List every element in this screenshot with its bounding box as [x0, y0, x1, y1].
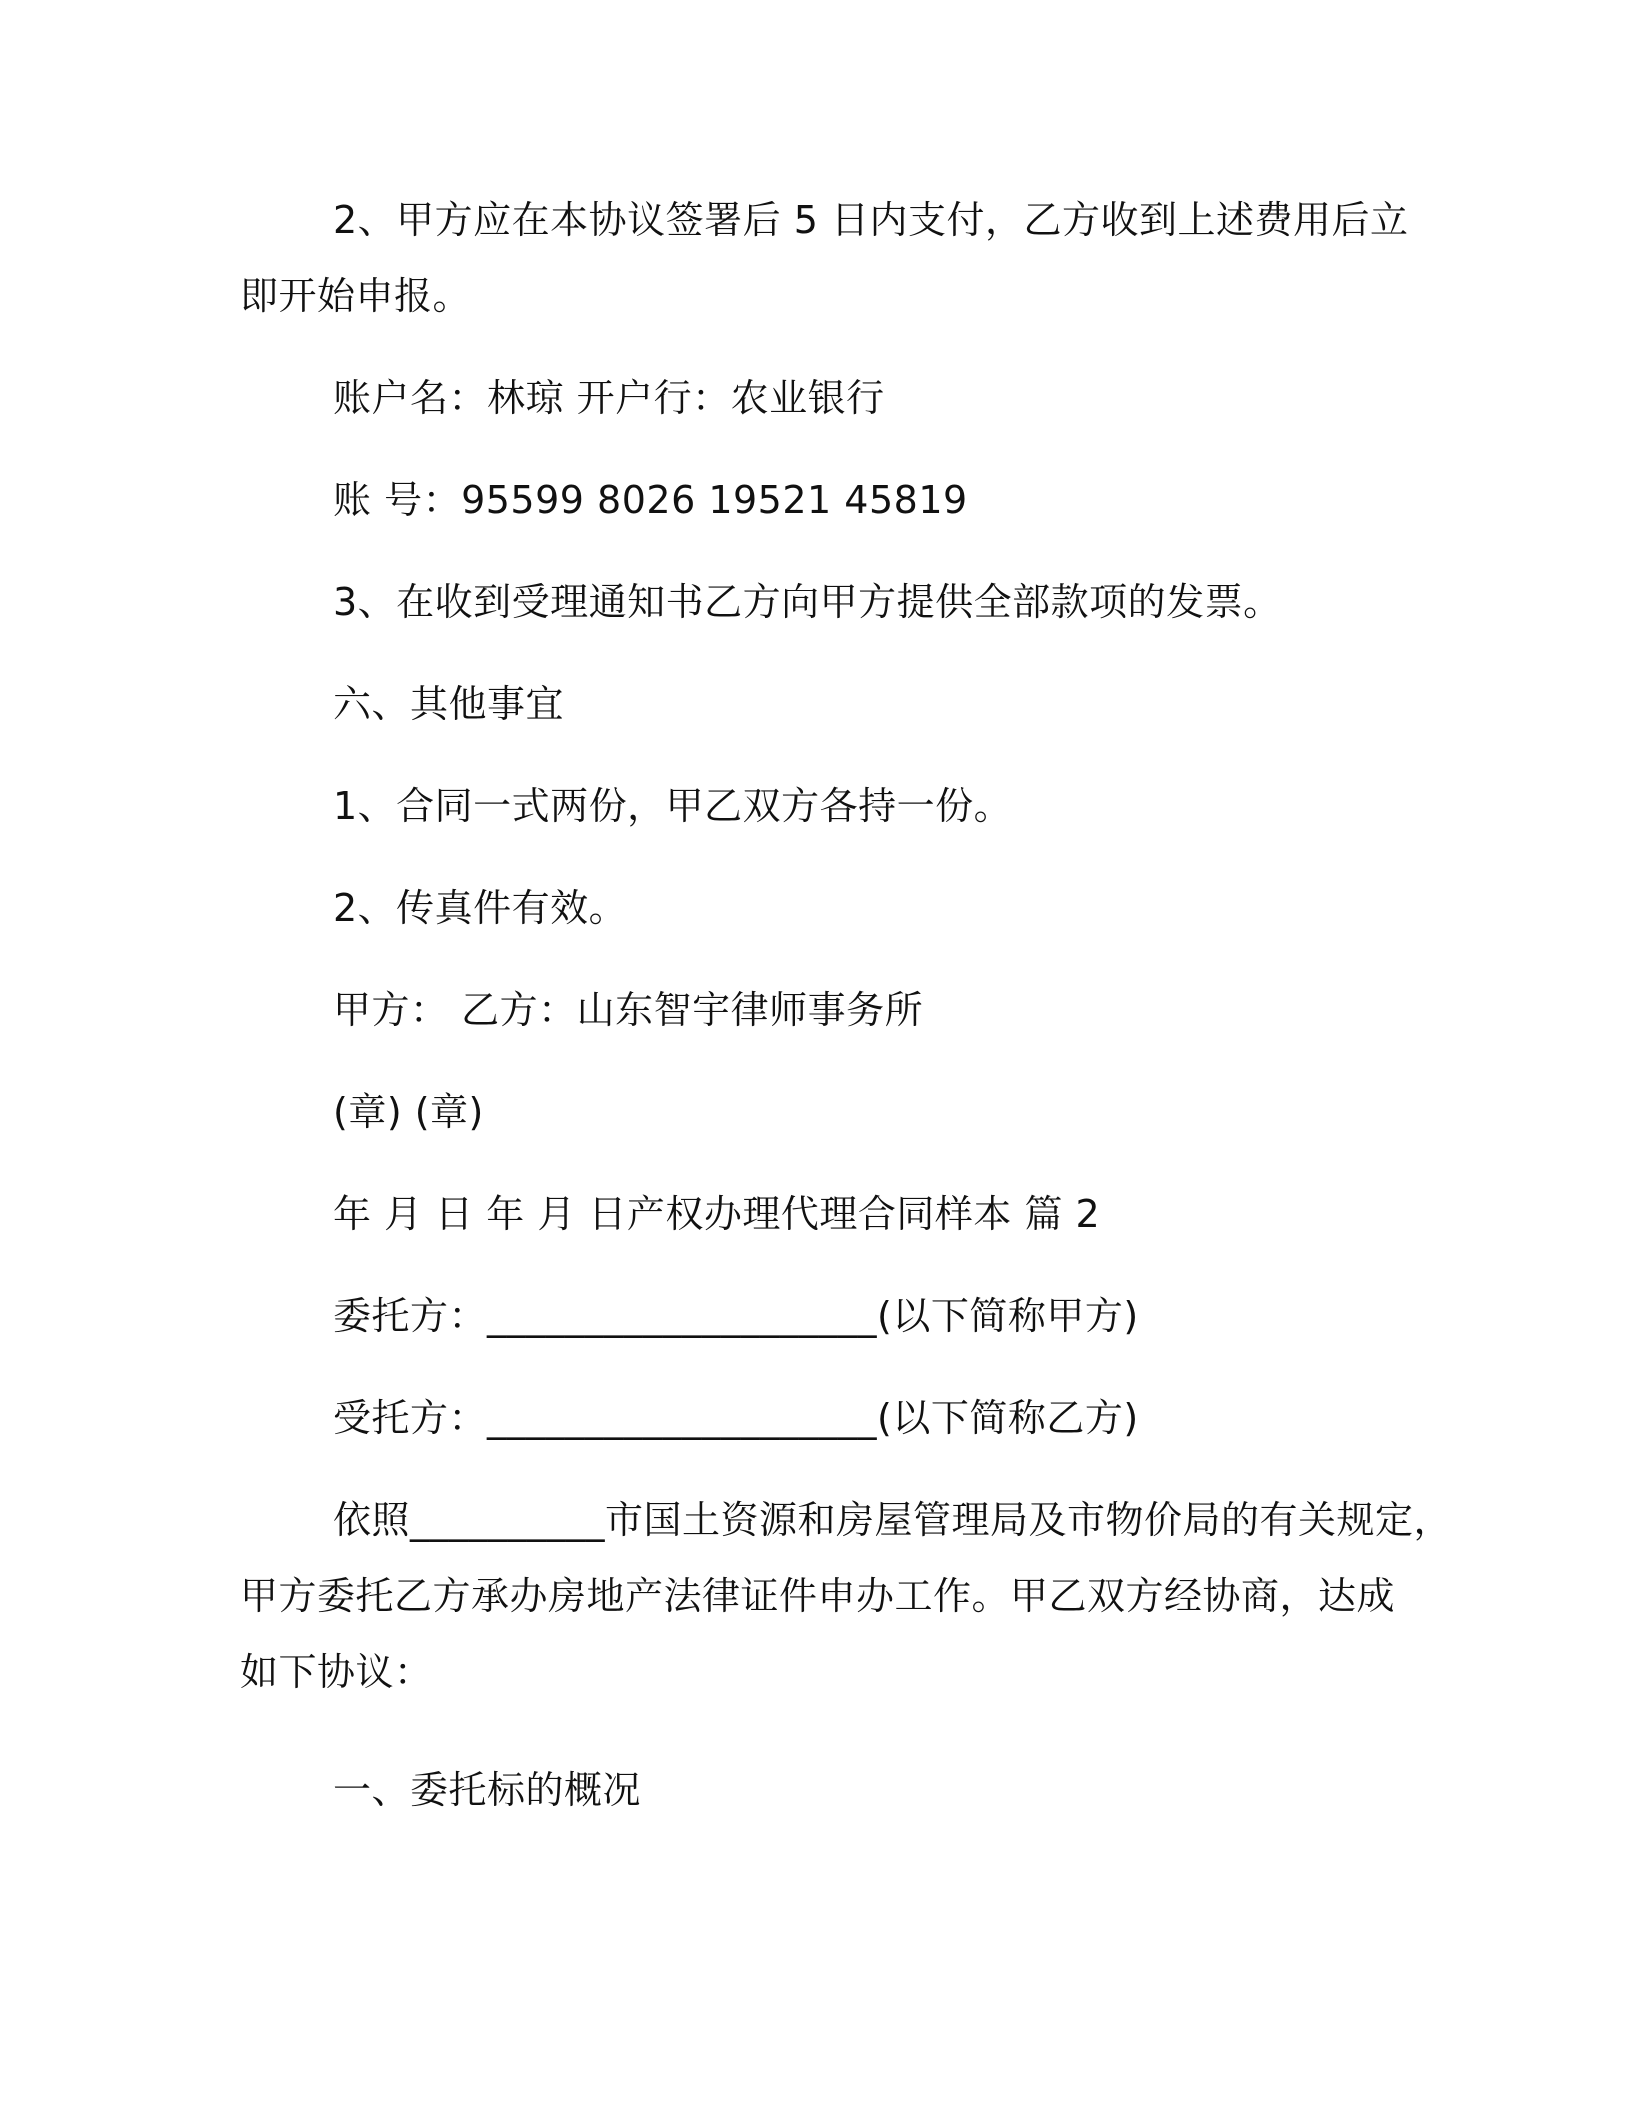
copies-clause-line: 1、合同一式两份，甲乙双方各持一份。 [333, 784, 1013, 828]
preamble-line-3: 如下协议： [240, 1650, 433, 1694]
section-heading-subject: 一、委托标的概况 [333, 1768, 642, 1812]
invoice-clause-line: 3、在收到受理通知书乙方向甲方提供全部款项的发票。 [333, 580, 1282, 624]
section-heading-other-matters: 六、其他事宜 [333, 682, 565, 726]
principal-line: 委托方：____________________(以下简称甲方) [333, 1294, 1139, 1338]
preamble-line-1: 依照__________市国土资源和房屋管理局及市物价局的有关规定， [333, 1498, 1453, 1542]
agent-line: 受托方：____________________(以下简称乙方) [333, 1396, 1139, 1440]
parties-signature-line: 甲方： 乙方：山东智宇律师事务所 [333, 988, 924, 1032]
preamble-line-2: 甲方委托乙方承办房地产法律证件申办工作。甲乙双方经协商，达成 [240, 1574, 1396, 1618]
payment-clause-line-1: 2、甲方应在本协议签署后 5 日内支付，乙方收到上述费用后立 [333, 198, 1409, 242]
payment-clause-line-2: 即开始申报。 [240, 274, 472, 318]
fax-clause-line: 2、传真件有效。 [333, 886, 628, 930]
account-name-line: 账户名：林琼 开户行：农业银行 [333, 376, 885, 420]
account-number-line: 账 号：95599 8026 19521 45819 [333, 478, 968, 522]
date-and-title-line: 年 月 日 年 月 日产权办理代理合同样本 篇 2 [333, 1192, 1101, 1236]
seal-line: (章) (章) [333, 1090, 484, 1134]
